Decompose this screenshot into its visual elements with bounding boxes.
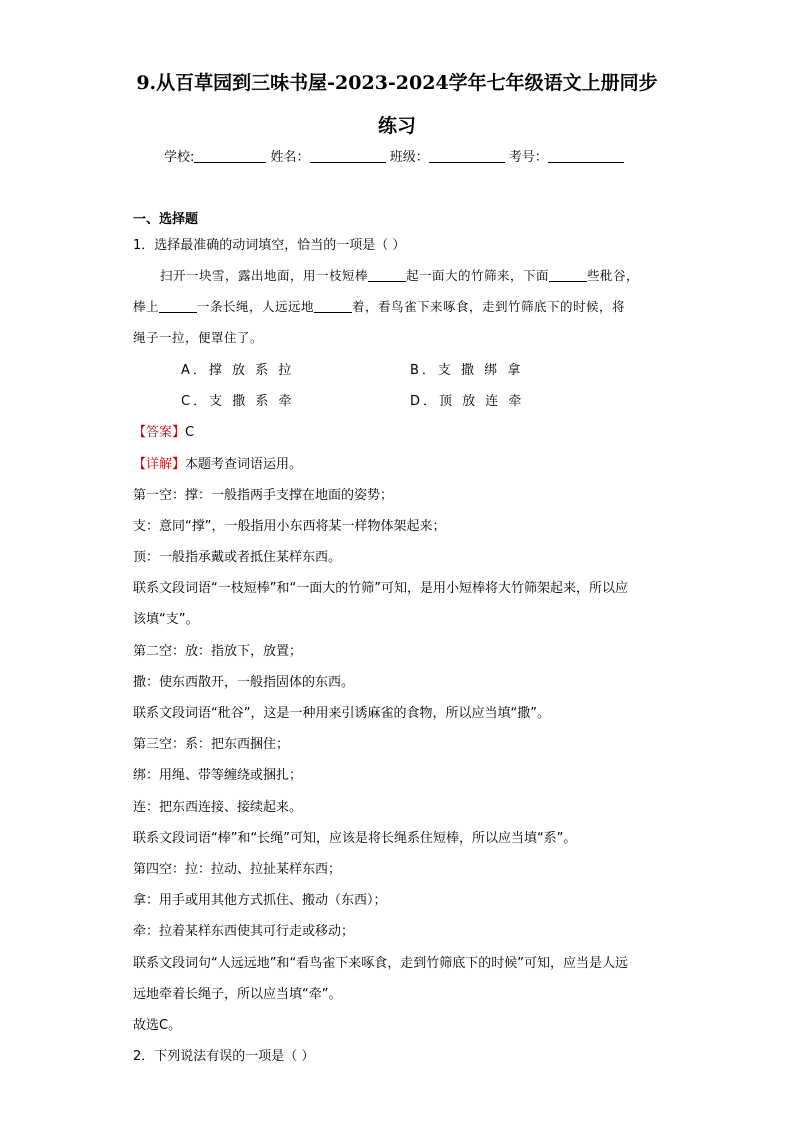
name-label: 姓名： [270, 150, 310, 165]
number-label: 考号： [508, 150, 548, 165]
passage-line-3: 绳子一拉，便罩住了。 [133, 330, 264, 345]
explanation-line: 该填“支”。 [133, 612, 199, 627]
number-blank [548, 148, 624, 163]
explanation-line: 联系文段词句“人远远地”和“看鸟雀下来啄食，走到竹筛底下的时候”可知，应当是人远 [133, 956, 628, 971]
explanation-line: 拿：用手或用其他方式抓住、搬动（东西）； [133, 893, 387, 908]
question-2-stem: 2．下列说法有误的一项是（ ） [133, 1049, 315, 1064]
explanation-line: 撒：使东西散开，一般指固体的东西。 [133, 675, 355, 690]
detail-line [133, 453, 302, 472]
fill-blank-4 [314, 300, 352, 313]
answer-label: 【答案】 [133, 425, 186, 440]
explanation-line: 连：把东西连接、接续起来。 [133, 800, 303, 815]
detail-label: 【详解】 [133, 457, 186, 472]
name-blank [310, 148, 386, 163]
explanation-line: 远地牵着长绳子，所以应当填“牵”。 [133, 987, 342, 1002]
document-title-line1: 9.从百草园到三味书屋-2023-2024学年七年级语文上册同步 [136, 72, 658, 94]
explanation-line: 第三空：系：把东西捆住； [133, 737, 290, 752]
explanation-line: 牵：拉着某样东西使其可行走或移动； [133, 924, 355, 939]
explanation-line: 顶：一般指承戴或者抵住某样东西。 [133, 550, 342, 565]
detail-intro: 本题考查词语运用。 [185, 457, 303, 472]
explanation-line: 联系文段词语“一枝短棒”和“一面大的竹筛”可知，是用小短棒将大竹筛架起来，所以应 [133, 581, 628, 596]
passage-line-2: 棒上 一条长绳，人远远地 着，看鸟雀下来啄食，走到竹筛底下的时候，将 [133, 299, 626, 314]
fill-blank-1 [368, 269, 406, 282]
explanation-line: 故选C。 [133, 1018, 182, 1033]
option-a: A．撑 放 系 拉 [181, 363, 295, 378]
answer-line [133, 421, 194, 440]
answer-value: C [185, 425, 195, 440]
explanation-line: 联系文段词语“秕谷”，这是一种用来引诱麻雀的食物，所以应当填“撒”。 [133, 706, 550, 721]
fill-blank-3 [159, 300, 197, 313]
explanation-line: 支：意同“撑”，一般指用小东西将某一样物体架起来； [133, 519, 446, 534]
class-label: 班级： [389, 150, 429, 165]
option-d: D．顶 放 连 牵 [410, 394, 525, 409]
passage-line-1: 扫开一块雪，露出地面，用一枝短棒 起一面大的竹筛来，下面 些秕谷， [160, 268, 640, 283]
fill-blank-2 [549, 269, 587, 282]
option-c: C．支 撒 系 牵 [181, 394, 295, 409]
student-info-row [164, 146, 624, 165]
document-title-line2: 练习 [377, 115, 416, 137]
explanation-line: 第二空：放：指放下，放置； [133, 644, 303, 659]
class-blank [429, 148, 505, 163]
explanation-line: 第一空：撑：一般指两手支撑在地面的姿势； [133, 488, 394, 503]
explanation-line: 绑：用绳、带等缠绕或捆扎； [133, 768, 303, 783]
question-1-stem: 1．选择最准确的动词填空，恰当的一项是（ ） [133, 238, 406, 253]
explanation-line: 联系文段词语“棒”和“长绳”可知，应该是将长绳系住短棒，所以应当填“系”。 [133, 831, 577, 846]
explanation-line: 第四空：拉：拉动、拉扯某样东西； [133, 862, 342, 877]
section-heading: 一、选择题 [133, 212, 199, 227]
school-blank [194, 148, 266, 163]
school-label: 学校: [164, 150, 195, 165]
option-b: B．支 撒 绑 拿 [410, 363, 524, 378]
